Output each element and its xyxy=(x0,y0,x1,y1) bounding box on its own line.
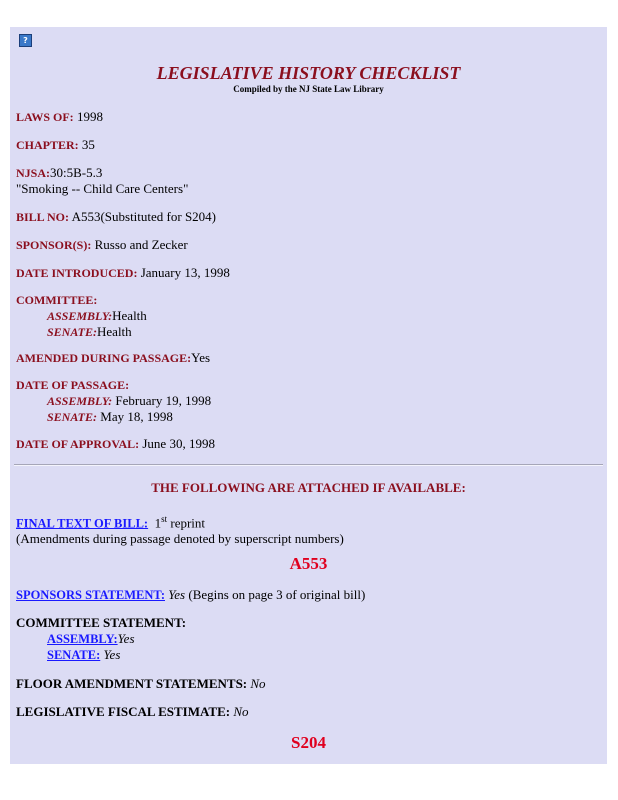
passage-senate-value: May 18, 1998 xyxy=(100,409,173,424)
passage-senate xyxy=(16,409,211,425)
bill-no-label: BILL NO: xyxy=(16,210,70,224)
amendments-note: (Amendments during passage denoted by superscript numbers) xyxy=(16,531,344,547)
laws-of-row xyxy=(16,109,103,125)
cs-senate-value: Yes xyxy=(100,647,121,662)
committee-statement-label: COMMITTEE STATEMENT: xyxy=(16,615,187,630)
sponsors-statement-note: (Begins on page 3 of original bill) xyxy=(185,587,366,602)
cs-senate-link[interactable]: SENATE: xyxy=(47,648,101,662)
floor-amendment-value: No xyxy=(250,676,266,691)
date-of-approval-row xyxy=(16,436,215,452)
committee-senate-label: SENATE: xyxy=(47,325,98,339)
date-of-approval-label: DATE OF APPROVAL: xyxy=(16,437,140,451)
amended-value: Yes xyxy=(191,350,211,365)
date-of-approval-value: June 30, 1998 xyxy=(142,436,215,451)
sponsors-statement-link[interactable]: SPONSORS STATEMENT: xyxy=(16,588,165,602)
passage-assembly-value: February 19, 1998 xyxy=(115,393,212,408)
committee-assembly-label: ASSEMBLY: xyxy=(47,309,113,323)
attached-heading: THE FOLLOWING ARE ATTACHED IF AVAILABLE: xyxy=(151,480,466,495)
page-subtitle: Compiled by the NJ State Law Library xyxy=(233,84,384,94)
final-text-row xyxy=(16,511,344,547)
committee-row xyxy=(16,292,147,340)
chapter-row xyxy=(16,137,95,153)
floor-amendment-row xyxy=(16,676,266,692)
sponsors-value: Russo and Zecker xyxy=(94,237,188,252)
passage-senate-label: SENATE: xyxy=(47,410,98,424)
njsa-value: 30:5B-5.3 xyxy=(50,165,103,180)
njsa-row xyxy=(16,165,188,197)
date-introduced-value: January 13, 1998 xyxy=(140,265,230,280)
bill-s204-heading: S204 xyxy=(291,733,326,752)
final-text-sup: st xyxy=(161,514,168,524)
date-of-passage-label: DATE OF PASSAGE: xyxy=(16,378,130,392)
date-introduced-row xyxy=(16,265,230,281)
checklist-page xyxy=(10,27,607,764)
committee-label: COMMITTEE: xyxy=(16,293,98,307)
final-text-link[interactable]: FINAL TEXT OF BILL: xyxy=(16,516,149,531)
committee-senate-value: Health xyxy=(97,324,132,339)
laws-of-value: 1998 xyxy=(76,109,103,124)
bill-no-row xyxy=(16,209,216,225)
passage-assembly xyxy=(16,393,211,409)
sponsors-statement-value: Yes xyxy=(168,587,186,602)
section-divider xyxy=(14,464,603,466)
fiscal-estimate-label: LEGISLATIVE FISCAL ESTIMATE: xyxy=(16,704,231,719)
fiscal-estimate-value: No xyxy=(233,704,249,719)
help-icon[interactable]: ? xyxy=(19,34,32,47)
committee-assembly-value: Health xyxy=(112,308,147,323)
njsa-label: NJSA: xyxy=(16,166,51,180)
floor-amendment-label: FLOOR AMENDMENT STATEMENTS: xyxy=(16,676,248,691)
njsa-title: "Smoking -- Child Care Centers" xyxy=(16,181,189,196)
sponsors-row xyxy=(16,237,188,253)
passage-assembly-label: ASSEMBLY: xyxy=(47,394,113,408)
bill-no-value: A553(Substituted for S204) xyxy=(71,209,217,224)
date-introduced-label: DATE INTRODUCED: xyxy=(16,266,138,280)
cs-assembly xyxy=(16,631,186,647)
sponsors-label: SPONSOR(S): xyxy=(16,238,92,252)
date-of-passage-row xyxy=(16,377,211,425)
committee-statement-row xyxy=(16,615,186,663)
committee-senate xyxy=(16,324,147,340)
page-title: LEGISLATIVE HISTORY CHECKLIST xyxy=(156,63,461,83)
cs-assembly-value: Yes xyxy=(117,631,135,646)
cs-assembly-link[interactable]: ASSEMBLY: xyxy=(47,632,118,646)
amended-label: AMENDED DURING PASSAGE: xyxy=(16,351,192,365)
chapter-value: 35 xyxy=(81,137,95,152)
fiscal-estimate-row xyxy=(16,704,249,720)
chapter-label: CHAPTER: xyxy=(16,138,79,152)
final-text-num: 1 xyxy=(154,515,162,531)
committee-assembly xyxy=(16,308,147,324)
laws-of-label: LAWS OF: xyxy=(16,110,74,124)
amended-row xyxy=(16,350,210,366)
bill-a553-heading: A553 xyxy=(289,554,328,573)
sponsors-statement-row xyxy=(16,587,365,603)
final-text-rest: reprint xyxy=(167,515,206,531)
cs-senate xyxy=(16,647,186,663)
